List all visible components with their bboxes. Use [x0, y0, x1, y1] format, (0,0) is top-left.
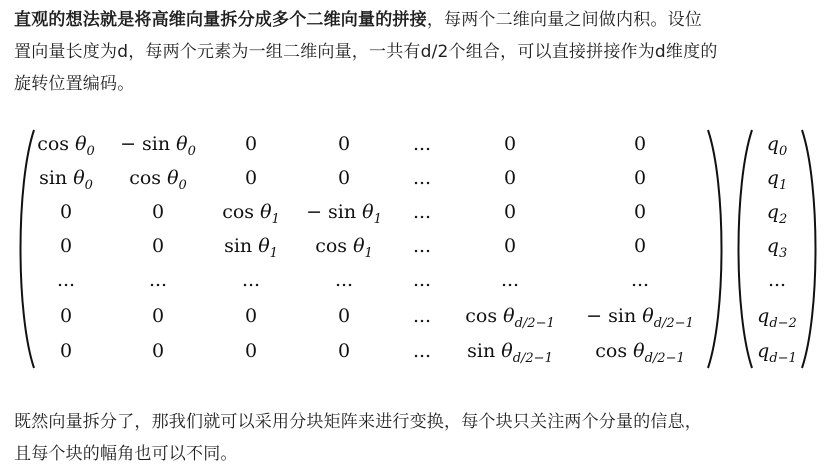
intro-line-2: 置向量长度为d，每两个元素为一组二维向量，一共有d/2个组合，可以直接拼接作为d维度的: [14, 42, 718, 62]
matrix-cell-r2-c3: − $\sin \theta_1$: [306, 201, 382, 227]
matrix-cell-r4-c0: ...: [56, 269, 76, 291]
matrix-cell-r1-c4: ...: [412, 167, 432, 189]
matrix-cell-r0-c2: 0: [244, 133, 258, 155]
matrix-left-paren: [12, 124, 42, 374]
matrix-cell-r5-c3: 0: [337, 305, 351, 327]
matrix-cell-r6-c6: $\cos \theta_{d/2-1}$: [595, 340, 685, 366]
conclusion-line-2: 且每个块的幅角也可以不同。: [14, 444, 238, 464]
vector-entry-2: $q_2$: [766, 201, 788, 227]
intro-line-1-rest: ，每两个二维向量之间做内积。设位: [426, 10, 703, 30]
matrix-cell-r2-c4: ...: [412, 201, 432, 223]
matrix-cell-r0-c1: − $\sin \theta_0$: [120, 133, 196, 159]
matrix-cell-r4-c5: ...: [500, 269, 520, 291]
rotation-matrix-equation: [0, 124, 830, 374]
matrix-cell-r0-c4: ...: [412, 133, 432, 155]
vector-entry-0: $q_0$: [766, 133, 788, 159]
matrix-cell-r6-c0: 0: [59, 340, 73, 362]
vector-left-paren: [730, 124, 760, 374]
matrix-cell-r1-c3: 0: [337, 167, 351, 189]
matrix-cell-r4-c2: ...: [241, 269, 261, 291]
conclusion-paragraph: [14, 406, 820, 470]
matrix-cell-r1-c6: 0: [633, 167, 647, 189]
vector-entry-3: $q_3$: [766, 235, 788, 261]
matrix-cell-r3-c5: 0: [503, 235, 517, 257]
matrix-cell-r4-c4: ...: [412, 269, 432, 291]
matrix-cell-r5-c6: − $\sin \theta_{d/2-1}$: [586, 305, 694, 331]
matrix-right-paren: [700, 124, 730, 374]
matrix-cell-r2-c6: 0: [633, 201, 647, 223]
matrix-cell-r6-c4: ...: [412, 340, 432, 362]
matrix-cell-r5-c0: 0: [59, 305, 73, 327]
matrix-cell-r3-c4: ...: [412, 235, 432, 257]
matrix-cell-r1-c2: 0: [244, 167, 258, 189]
matrix-cell-r4-c3: ...: [334, 269, 354, 291]
matrix-cell-r3-c6: 0: [633, 235, 647, 257]
matrix-cell-r2-c0: 0: [59, 201, 73, 223]
matrix-cell-r5-c2: 0: [244, 305, 258, 327]
matrix-cell-r6-c5: $\sin \theta_{d/2-1}$: [467, 340, 553, 366]
vector-entry-4: ...: [767, 269, 787, 291]
matrix-cell-r4-c6: ...: [630, 269, 650, 291]
matrix-cell-r2-c2: $\cos \theta_1$: [222, 201, 280, 227]
intro-line-1: [14, 4, 820, 36]
matrix-cell-r4-c1: ...: [148, 269, 168, 291]
matrix-cell-r5-c5: $\cos \theta_{d/2-1}$: [465, 305, 555, 331]
vector-entry-5: $q_{d-2}$: [757, 305, 797, 331]
matrix-cell-r6-c2: 0: [244, 340, 258, 362]
matrix-cell-r1-c1: $\cos \theta_0$: [129, 167, 187, 193]
matrix-cell-r0-c3: 0: [337, 133, 351, 155]
intro-bold-text: 直观的想法就是将高维向量拆分成多个二维向量的拼接: [14, 10, 427, 30]
matrix-cell-r5-c4: ...: [412, 305, 432, 327]
matrix-cell-r3-c3: $\cos \theta_1$: [315, 235, 373, 261]
matrix-cell-r6-c1: 0: [151, 340, 165, 362]
matrix-cell-r2-c5: 0: [503, 201, 517, 223]
vector-right-paren: [794, 124, 824, 374]
matrix-cell-r3-c1: 0: [151, 235, 165, 257]
matrix-cell-r0-c6: 0: [633, 133, 647, 155]
matrix-cell-r6-c3: 0: [337, 340, 351, 362]
matrix-cell-r1-c0: $\sin \theta_0$: [39, 167, 93, 193]
vector-entry-6: $q_{d-1}$: [757, 340, 797, 366]
matrix-cell-r2-c1: 0: [151, 201, 165, 223]
intro-paragraph: [14, 4, 820, 100]
intro-line-3: 旋转位置编码。: [14, 74, 135, 94]
matrix-cell-r0-c5: 0: [503, 133, 517, 155]
vector-entry-1: $q_1$: [766, 167, 788, 193]
matrix-cell-r3-c2: $\sin \theta_1$: [224, 235, 278, 261]
matrix-cell-r5-c1: 0: [151, 305, 165, 327]
matrix-cell-r1-c5: 0: [503, 167, 517, 189]
conclusion-line-1: 既然向量拆分了，那我们就可以采用分块矩阵来进行变换，每个块只关注两个分量的信息，: [14, 412, 702, 432]
matrix-cell-r0-c0: $\cos \theta_0$: [37, 133, 95, 159]
matrix-cell-r3-c0: 0: [59, 235, 73, 257]
